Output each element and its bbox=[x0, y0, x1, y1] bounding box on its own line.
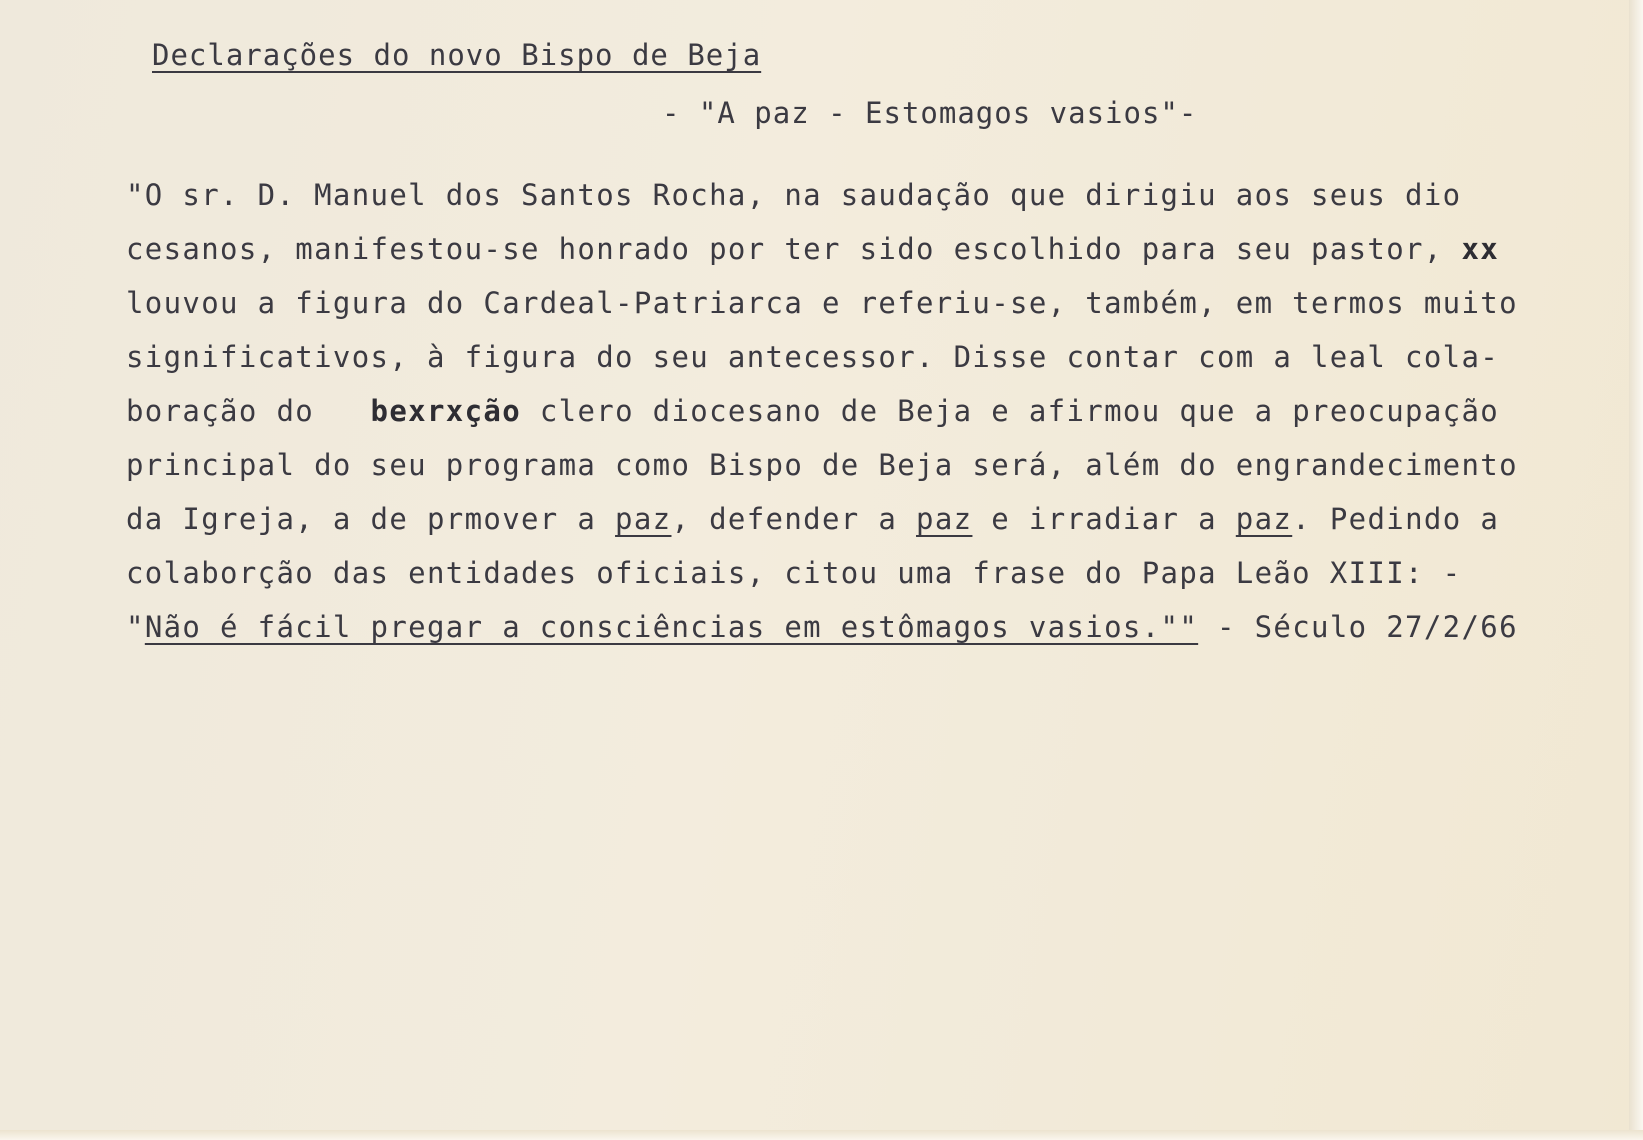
typed-over-word: bexrxção bbox=[370, 394, 522, 428]
source-citation: - Século 27/2/66 bbox=[1198, 610, 1518, 644]
card-right-edge bbox=[1629, 0, 1643, 1140]
body-line-1 bbox=[126, 168, 1626, 222]
underlined-quote: Não é fácil pregar a consciências em estômagos vasios."" bbox=[144, 610, 1199, 644]
document-subtitle: - "A paz - Estomagos vasios"- bbox=[662, 96, 1198, 130]
body-line-3-text: louvou a figura do Cardeal-Patriarca e referiu-se, também, em termos muito bbox=[126, 286, 1518, 320]
body-line-7-part-1: da Igreja, a de prmover a bbox=[126, 502, 616, 536]
body-line-7 bbox=[126, 492, 1626, 546]
typed-over-mark: xx bbox=[1461, 232, 1500, 266]
body-line-1-text: "O sr. D. Manuel dos Santos Rocha, na saudação que dirigiu aos seus dio bbox=[126, 178, 1462, 212]
quote-open-mark: " bbox=[126, 610, 145, 644]
document-title: Declarações do novo Bispo de Beja bbox=[152, 38, 762, 72]
body-line-9 bbox=[126, 600, 1626, 654]
body-line-7-part-3: e irradiar a bbox=[972, 502, 1236, 536]
body-line-8-text: colaborção das entidades oficiais, citou uma frase do Papa Leão XIII: - bbox=[126, 556, 1462, 590]
body-line-2-text: cesanos, manifestou-se honrado por ter sido escolhido para seu pastor, bbox=[126, 232, 1462, 266]
body-line-5-end: clero diocesano de Beja e afirmou que a preocupação bbox=[521, 394, 1500, 428]
body-line-3 bbox=[126, 276, 1626, 330]
body-line-2 bbox=[126, 222, 1626, 276]
body-line-7-part-2: , defender a bbox=[671, 502, 917, 536]
card-bottom-edge bbox=[0, 1130, 1643, 1140]
underlined-paz-3: paz bbox=[1235, 502, 1293, 536]
underlined-paz-2: paz bbox=[916, 502, 973, 536]
body-line-6 bbox=[126, 438, 1626, 492]
body-line-4-text: significativos, à figura do seu antecessor. Disse contar com a leal cola- bbox=[126, 340, 1500, 374]
body-line-6-text: principal do seu programa como Bispo de Beja será, além do engrandecimento bbox=[126, 448, 1518, 482]
body-line-8 bbox=[126, 546, 1626, 600]
body-line-4 bbox=[126, 330, 1626, 384]
document-body bbox=[126, 168, 1626, 654]
body-line-5 bbox=[126, 384, 1626, 438]
underlined-paz-1: paz bbox=[615, 502, 672, 536]
body-line-5-start: boração do bbox=[126, 394, 371, 428]
body-line-7-part-4: . Pedindo a bbox=[1292, 502, 1500, 536]
